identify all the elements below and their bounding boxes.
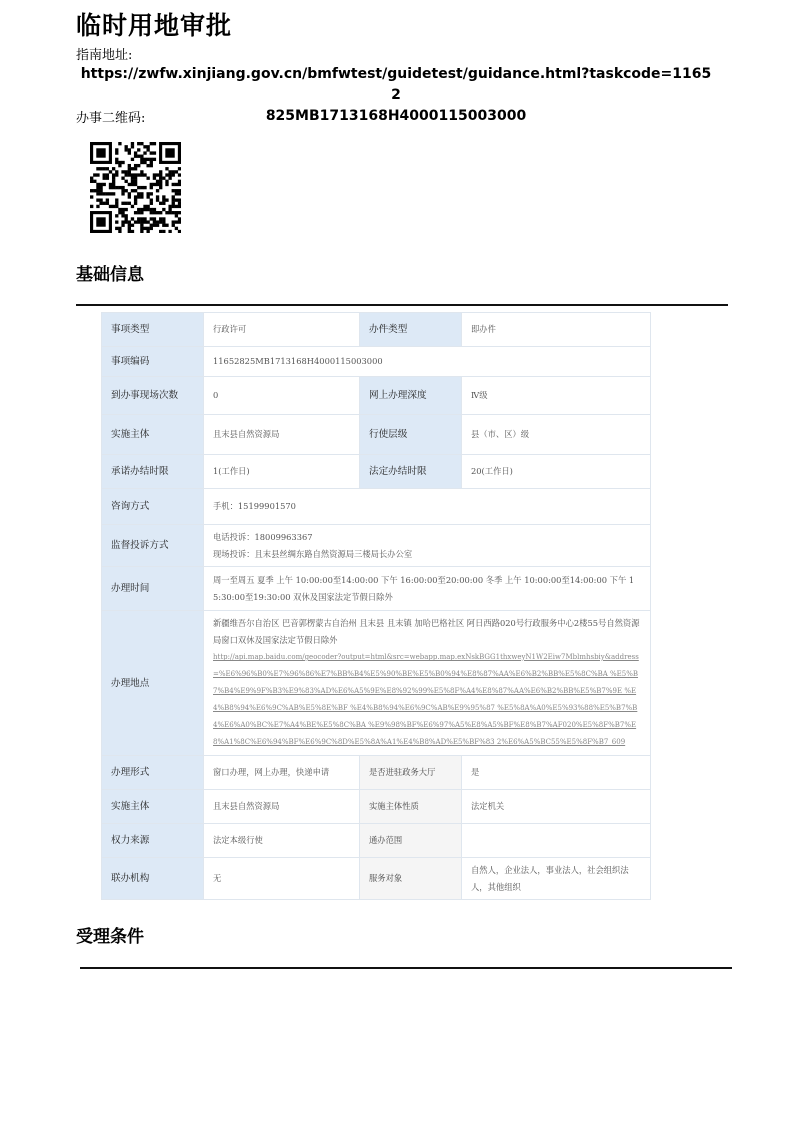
place-value — [204, 611, 651, 756]
visits-value: 0 — [204, 377, 360, 415]
table-row — [102, 858, 651, 900]
basic-info-table — [101, 312, 651, 900]
visits-label: 到办事现场次数 — [102, 377, 204, 415]
consult-value: 手机：15199901570 — [204, 489, 651, 525]
section-title-basic-info: 基础信息 — [76, 265, 144, 285]
hall-label: 是否进驻政务大厅 — [360, 756, 462, 790]
joint-value: 无 — [204, 858, 360, 900]
scope-label: 通办范围 — [360, 824, 462, 858]
table-row — [102, 824, 651, 858]
item-type-label: 事项类型 — [102, 313, 204, 347]
legal-time-value: 20(工作日) — [462, 455, 651, 489]
guide-url-line-1: https://zwfw.xinjiang.gov.cn/bmfwtest/guidetest/guidance.html?taskcode=11652 — [80, 66, 712, 103]
supervise-label: 监督投诉方式 — [102, 525, 204, 567]
table-row — [102, 455, 651, 489]
place-label: 办理地点 — [102, 611, 204, 756]
table-row — [102, 611, 651, 756]
subject2-label: 实施主体 — [102, 790, 204, 824]
table-row — [102, 790, 651, 824]
section-divider — [76, 304, 728, 306]
joint-label: 联办机构 — [102, 858, 204, 900]
guide-address-link[interactable] — [76, 64, 716, 127]
section-title-acceptance: 受理条件 — [76, 927, 144, 947]
place-map-link[interactable]: http://api.map.baidu.com/geocoder?output=html&src=webapp.map.exNskBGG1thxweyN1W2Eiw7Mblmhsbiy&address=%E6%96%B0%E7%96%86%E7%BB%B4%E5%90%BE%E5%B0%94%E8%87%AA%E6%B2%BB%E5%8C%BA %E5%B7%B4%E9%9F%B3%E9%83%AD%E6%A5%9E%E8%92%99%E5%8F%A4%E8%87%AA%E6%B2%BB%E5%B7%9E %E4%B8%94%E6%9C%AB%E5%8E%BF %E4%B8%94%E6%9C%AB%E9%95%87 %E5%8A%A0%E5%93%88%E5%B7%B4%E6%A0%BC%E7%A4%BE%E5%8C%BA %E9%98%BF%E6%97%A5%E8%A5%BF%E8%B7%AF020%E5%8F%B7%E8%A1%8C%E6%94%BF%E6%9C%8D%E5%8A%A1%E4%B8%AD%E5%BF%83 2%E6%A5%BC55%E5%8F%B7_609 — [213, 653, 639, 746]
hours-label: 办理时间 — [102, 567, 204, 611]
online-depth-value: Ⅳ级 — [462, 377, 651, 415]
nature-value: 法定机关 — [462, 790, 651, 824]
qr-code-image — [90, 142, 181, 233]
table-row — [102, 377, 651, 415]
consult-label: 咨询方式 — [102, 489, 204, 525]
online-depth-label: 网上办理深度 — [360, 377, 462, 415]
promise-time-label: 承诺办结时限 — [102, 455, 204, 489]
form-label: 办理形式 — [102, 756, 204, 790]
item-code-value: 11652825MB1713168H4000115003000 — [204, 347, 651, 377]
power-label: 权力来源 — [102, 824, 204, 858]
supervise-onsite: 现场投诉：且末县丝绸东路自然资源局三楼局长办公室 — [213, 548, 413, 559]
place-address: 新疆维吾尔自治区 巴音郭楞蒙古自治州 且末县 且末镇 加哈巴格社区 阿日西路020号行政服务中心2楼55号自然资源局窗口双休及国家法定节假日除外 — [213, 618, 640, 645]
page-title: 临时用地审批 — [76, 11, 233, 40]
level-value: 县（市、区）级 — [462, 415, 651, 455]
promise-time-value: 1(工作日) — [204, 455, 360, 489]
guide-url-line-2: 825MB1713168H4000115003000 — [265, 108, 527, 124]
table-row — [102, 347, 651, 377]
supervise-phone: 电话投诉：18009963367 — [213, 531, 313, 542]
qr-code-label: 办事二维码: — [76, 111, 146, 126]
target-label: 服务对象 — [360, 858, 462, 900]
subject-label: 实施主体 — [102, 415, 204, 455]
hours-value: 周一至周五 夏季 上午 10:00:00至14:00:00 下午 16:00:00至20:00:00 冬季 上午 10:00:00至14:00:00 下午 15:30:00至19:30:00 双休及国家法定节假日除外 — [204, 567, 651, 611]
section-divider — [80, 967, 732, 969]
nature-label: 实施主体性质 — [360, 790, 462, 824]
power-value: 法定本级行使 — [204, 824, 360, 858]
handle-type-label: 办件类型 — [360, 313, 462, 347]
form-value: 窗口办理，网上办理，快递申请 — [204, 756, 360, 790]
subject2-value: 且末县自然资源局 — [204, 790, 360, 824]
table-row — [102, 756, 651, 790]
level-label: 行使层级 — [360, 415, 462, 455]
item-type-value: 行政许可 — [204, 313, 360, 347]
handle-type-value: 即办件 — [462, 313, 651, 347]
legal-time-label: 法定办结时限 — [360, 455, 462, 489]
supervise-value — [204, 525, 651, 567]
target-value: 自然人，企业法人，事业法人，社会组织法人，其他组织 — [462, 858, 651, 900]
table-row — [102, 525, 651, 567]
table-row — [102, 489, 651, 525]
item-code-label: 事项编码 — [102, 347, 204, 377]
table-row — [102, 415, 651, 455]
subject-value: 且末县自然资源局 — [204, 415, 360, 455]
table-row — [102, 567, 651, 611]
table-row — [102, 313, 651, 347]
qr-code-icon — [90, 142, 181, 233]
guide-address-label: 指南地址: — [76, 48, 133, 63]
hall-value: 是 — [462, 756, 651, 790]
scope-value — [462, 824, 651, 858]
